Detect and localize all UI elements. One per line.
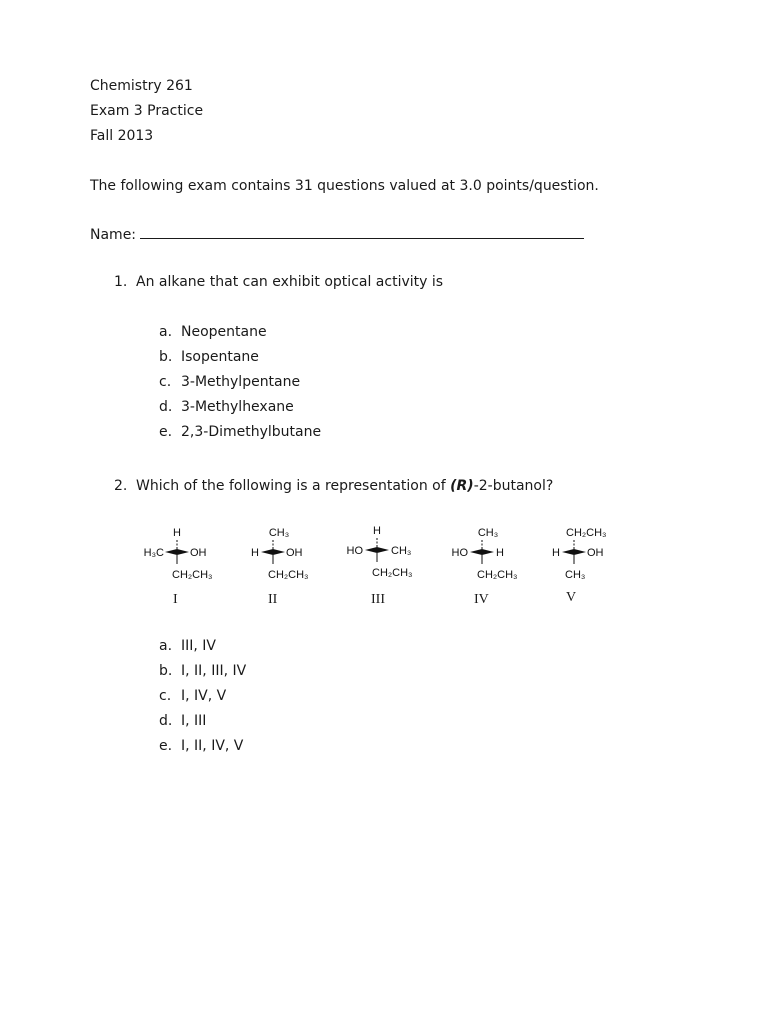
option-letter: e. [159,738,173,754]
term: Fall 2013 [90,128,154,144]
option-letter: c. [159,688,172,704]
wedge-bond [562,549,574,555]
q1-option-b [159,348,259,366]
structure-left-group: HO [451,547,468,559]
q2-option-c [159,687,226,705]
option-letter: d. [159,399,173,415]
option-letter: b. [159,349,173,365]
wedge-bond [574,549,586,555]
option-text: Neopentane [181,324,267,340]
structure-right-group: OH [286,547,303,559]
wedge-bond [261,549,273,555]
name-label: Name: [90,227,137,243]
structure-bottom-group: CH₂CH₃ [172,569,213,581]
option-text: 3-Methylpentane [181,374,301,390]
structure-bottom-group: CH₃ [565,569,586,581]
option-text: I, II, III, IV [181,663,247,679]
structure-left-group: HO [346,545,363,557]
q2-option-b [159,662,246,680]
name-field [90,226,584,244]
wedge-bond [482,549,494,555]
structure-bottom-group: CH₂CH₃ [477,569,518,581]
wedge-bond [165,549,177,555]
option-text: I, III [181,713,207,729]
question-2-stereo: (R) [450,478,474,494]
option-text: I, II, IV, V [181,738,244,754]
option-text: 2,3-Dimethylbutane [181,424,322,440]
structure-III [341,518,437,592]
structure-left-group: H [552,547,560,559]
option-text: III, IV [181,638,216,654]
structure-top-group: CH₃ [477,527,499,539]
option-letter: e. [159,424,173,440]
course-title: Chemistry 261 [90,78,193,94]
structure-bottom-group: CH₂CH₃ [268,569,309,581]
q2-option-a [159,637,216,655]
q1-option-c [159,373,300,391]
structure-II [241,520,337,594]
structure-right-group: H [496,547,504,559]
option-letter: c. [159,374,172,390]
question-2-number: 2. [114,478,128,494]
exam-intro: The following exam contains 31 questions valued at 3.0 points/question. [90,178,599,194]
q1-option-d [159,398,294,416]
structure-right-group: OH [587,547,604,559]
structure-right-group: CH₃ [391,545,412,557]
option-text: I, IV, V [181,688,227,704]
option-letter: d. [159,713,173,729]
structure-III-label: III [371,592,385,607]
structure-top-group: H [373,525,381,537]
question-1-number: 1. [114,274,128,290]
structure-top-group: CH₂CH₃ [566,527,607,539]
question-1-text: An alkane that can exhibit optical activity is [136,274,444,290]
structure-top-group: H [173,527,181,539]
structure-IV-label: IV [474,592,489,607]
structure-bottom-group: CH₂CH₃ [372,567,413,579]
q1-option-a [159,323,267,341]
structure-V [544,520,644,594]
option-letter: b. [159,663,173,679]
structure-left-group: H [251,547,259,559]
structure-II-label: II [268,592,278,607]
question-2-text-after: -2-butanol? [473,478,554,494]
wedge-bond [273,549,285,555]
name-blank [140,226,584,239]
structure-V-label: V [566,590,577,605]
option-text: Isopentane [181,349,259,365]
option-letter: a. [159,638,173,654]
structure-I [134,520,230,594]
question-2-text-before: Which of the following is a representation of [136,478,451,494]
structure-right-group: OH [190,547,207,559]
structure-left-group: H₃C [143,547,164,559]
structure-top-group: CH₃ [268,527,290,539]
structure-I-label: I [173,592,178,607]
question-2-text [136,477,553,495]
wedge-bond [365,547,377,553]
q2-option-e [159,737,243,755]
q2-option-d [159,712,206,730]
option-text: 3-Methylhexane [181,399,294,415]
structure-IV [445,520,541,594]
wedge-bond [377,547,389,553]
exam-title: Exam 3 Practice [90,103,204,119]
wedge-bond [470,549,482,555]
q1-option-e [159,423,321,441]
option-letter: a. [159,324,173,340]
wedge-bond [177,549,189,555]
